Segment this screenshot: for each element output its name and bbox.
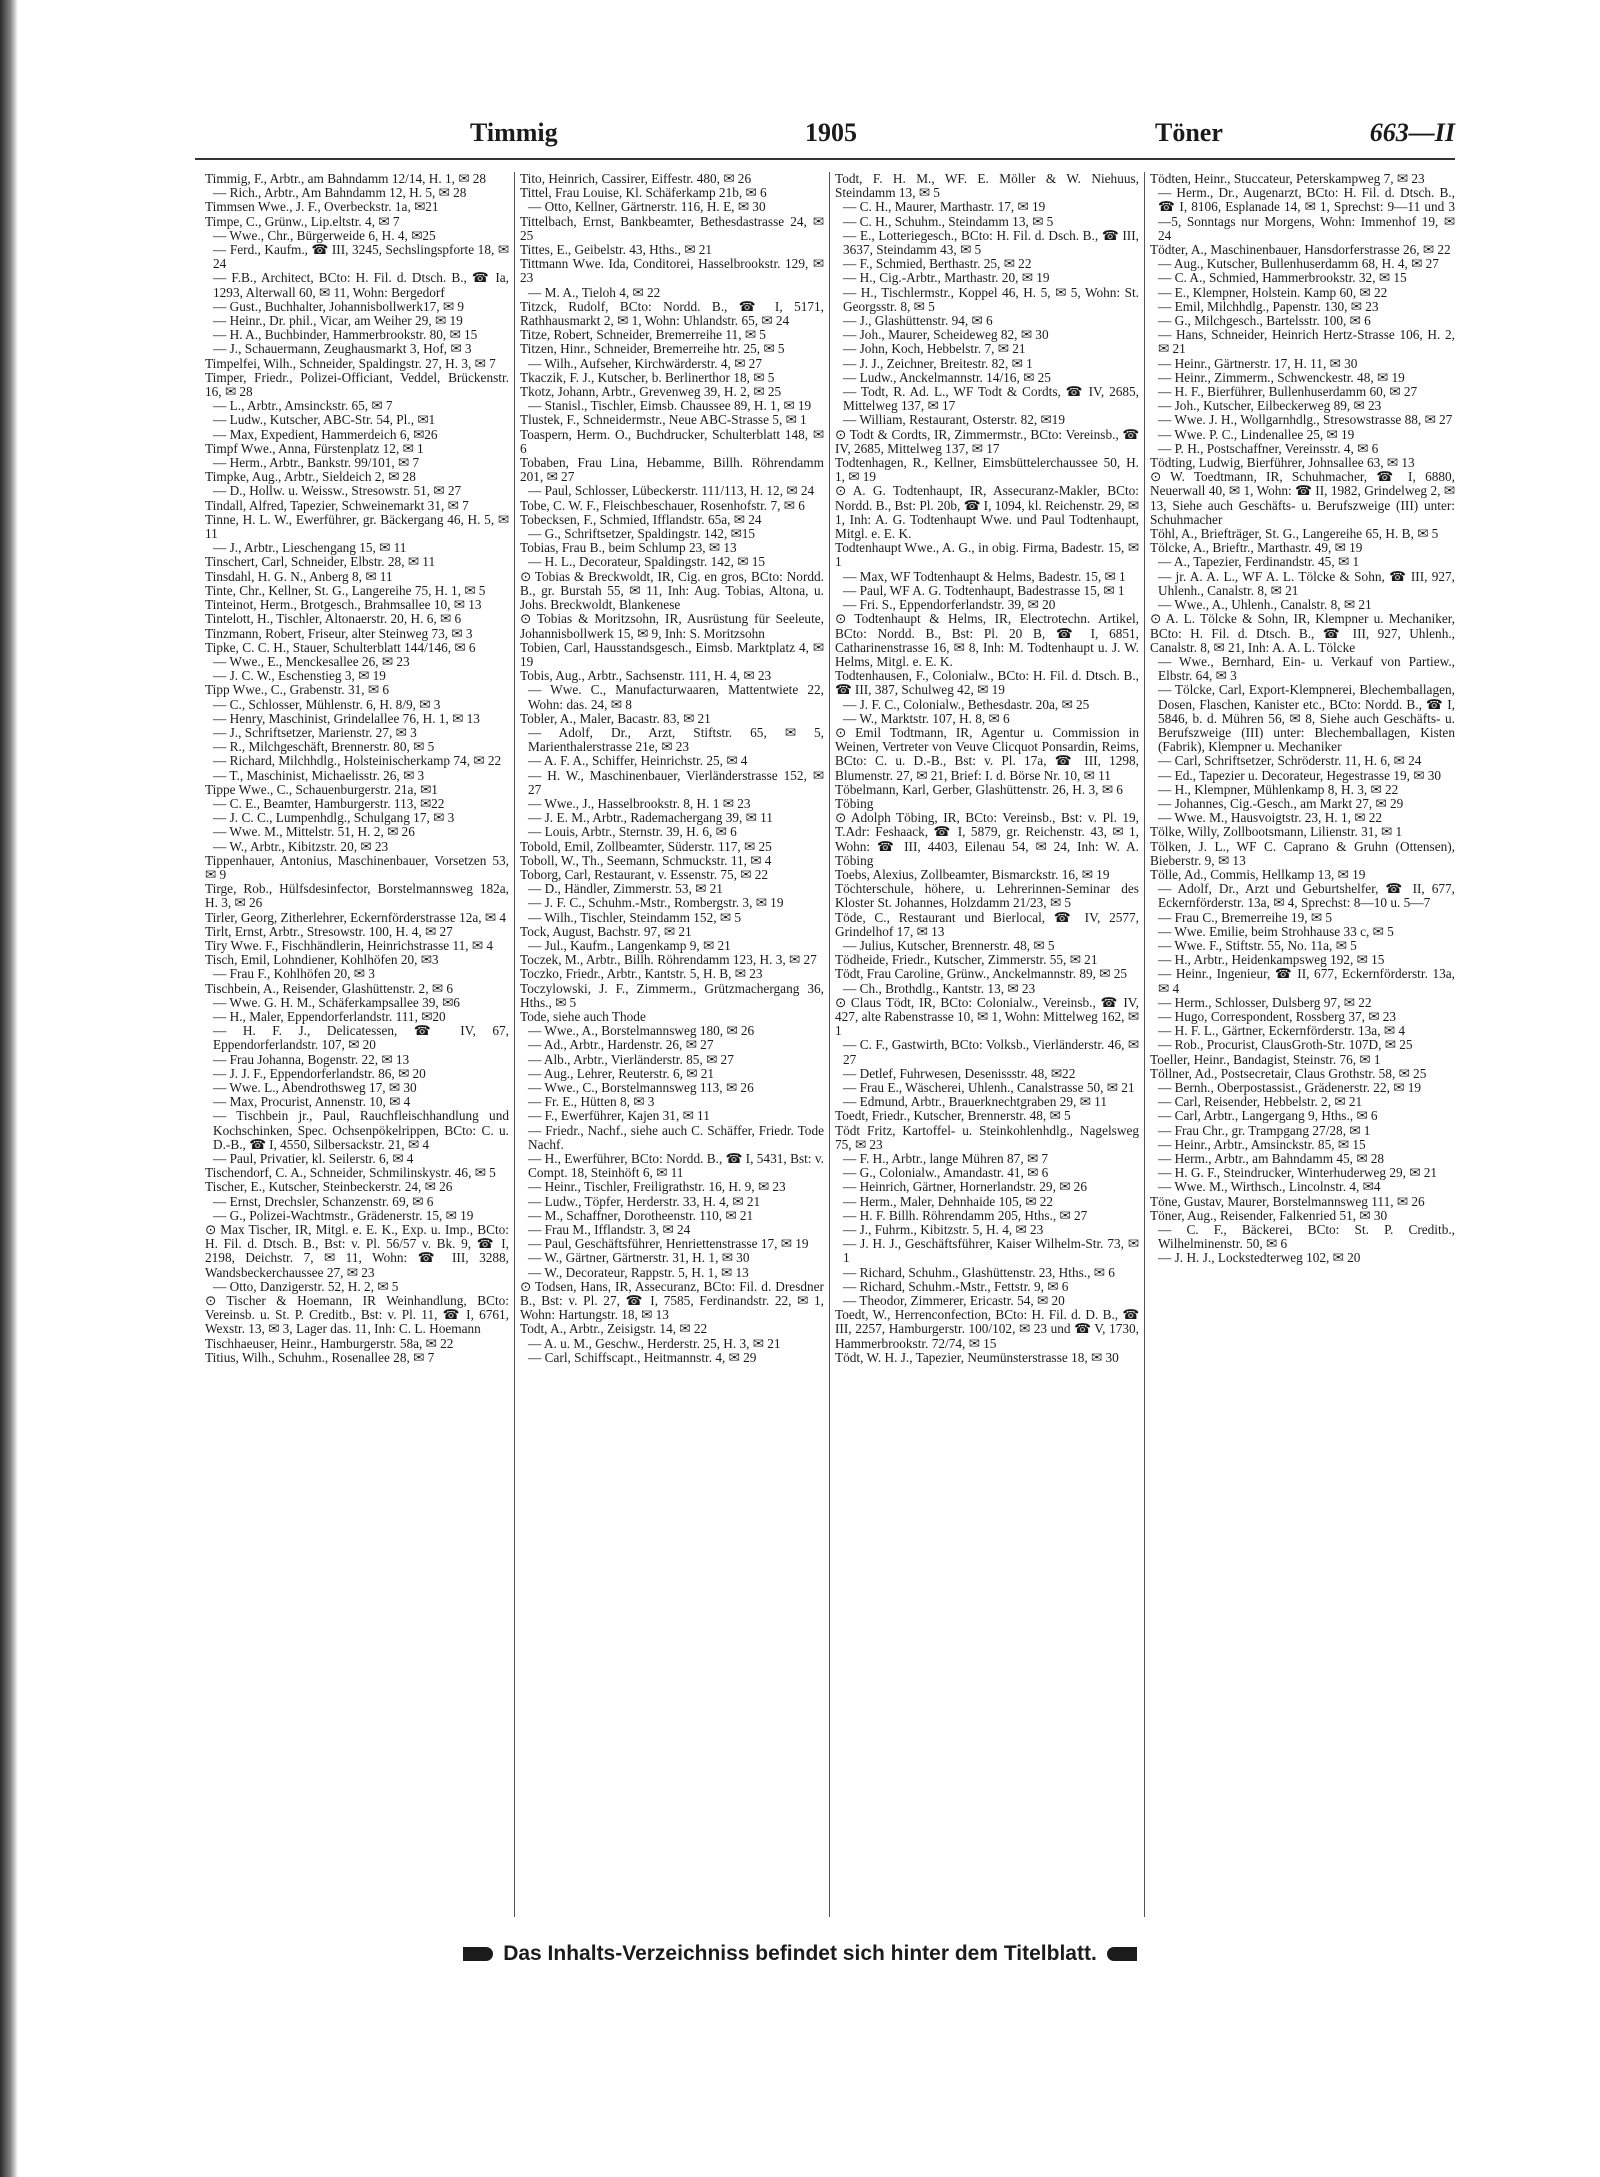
directory-entry: — Rich., Arbtr., Am Bahndamm 12, H. 5, ✉ 28 (213, 185, 467, 201)
directory-entry: — J., Fuhrm., Kibitzstr. 5, H. 4, ✉ 23 (843, 1222, 1044, 1238)
directory-entry: — W., Marktstr. 107, H. 8, ✉ 6 (843, 710, 1010, 726)
directory-entry: — G., Milchgesch., Bartelsstr. 100, ✉ 6 (1158, 313, 1371, 329)
directory-entry: — Edmund, Arbtr., Brauerknechtgraben 29, ✉ 11 (843, 1094, 1107, 1110)
directory-entry: — Wwe. J. H., Wollgarnhdlg., Stresowstrasse 88, ✉ 27 (1158, 412, 1453, 428)
directory-entry: — C. A., Schmied, Hammerbrookstr. 32, ✉ 15 (1158, 270, 1407, 286)
directory-entry: — Hans, Schneider, Heinrich Hertz-Strasse 106, H. 2, ✉ 21 (1158, 327, 1455, 357)
directory-entry: — H. G. F., Steindrucker, Winterhuderweg 29, ✉ 21 (1158, 1165, 1438, 1181)
directory-entry: — Heinr., Gärtnerstr. 17, H. 11, ✉ 30 (1158, 355, 1358, 371)
directory-entry: Tittelbach, Ernst, Bankbeamter, Bethesdastrasse 24, ✉ 25 (520, 213, 824, 243)
directory-entry: Toborg, Carl, Restaurant, v. Essenstr. 75, ✉ 22 (520, 866, 769, 882)
directory-entry: — G., Colonialw., Amandastr. 41, ✉ 6 (843, 1165, 1049, 1181)
directory-entry: — Heinr., Ingenieur, ☎ II, 677, Eckernförderstr. 13a, ✉ 4 (1158, 966, 1455, 996)
directory-entry: — Adolf, Dr., Arzt und Geburtshelfer, ☎ II, 677, Eckernförderstr. 13a, ✉ 4, Sprechst: 8—10 u. 5—7 (1158, 881, 1455, 911)
directory-entry: — Carl, Schiffscapt., Heitmannstr. 4, ✉ 29 (528, 1349, 757, 1365)
directory-entry: — Paul, Schlosser, Lübeckerstr. 111/113, H. 12, ✉ 24 (528, 483, 815, 499)
directory-entry: Tobien, Carl, Hausstandsgesch., Eimsb. Marktplatz 4, ✉ 19 (520, 639, 824, 669)
directory-entry: — R., Milchgeschäft, Brennerstr. 80, ✉ 5 (213, 739, 435, 755)
directory-entry: — Heinr., Zimmerm., Schwenckestr. 48, ✉ 19 (1158, 369, 1405, 385)
directory-entry: Tischbein, A., Reisender, Glashüttenstr. 2, ✉ 6 (205, 980, 453, 996)
directory-entry: ⊙ Tobias & Moritzsohn, IR, Ausrüstung für Seeleute, Johannisbollwerk 15, ✉ 9, Inh: S. Moritzsohn (520, 611, 824, 641)
directory-entry: — F. H., Arbtr., lange Mühren 87, ✉ 7 (843, 1151, 1049, 1167)
directory-entry: — Gust., Buchhalter, Johannisbollwerk17, ✉ 9 (213, 298, 465, 314)
directory-entry: Tode, siehe auch Thode (520, 1008, 646, 1024)
header-page-number: 663—II (1369, 118, 1455, 147)
column-2 (515, 172, 830, 1917)
directory-entry: — Ad., Arbtr., Hardenstr. 26, ✉ 27 (528, 1037, 714, 1053)
directory-entry: — Carl, Reisender, Hebbelstr. 2, ✉ 21 (1158, 1094, 1363, 1110)
directory-entry: Todt, F. H. M., WF. E. Möller & W. Niehuus, Steindamm 13, ✉ 5 (835, 172, 1139, 201)
directory-entry: — Wwe. M., Hausvoigtstr. 23, H. 1, ✉ 22 (1158, 810, 1383, 826)
directory-entry: Tölcke, A., Brieftr., Marthastr. 49, ✉ 19 (1150, 540, 1363, 556)
directory-entry: — Louis, Arbtr., Sternstr. 39, H. 6, ✉ 6 (528, 824, 737, 840)
directory-entry: — H. F., Bierführer, Bullenhuserdamm 60, ✉ 27 (1158, 384, 1418, 400)
directory-entry: — P. H., Postschaffner, Vereinsstr. 4, ✉ 6 (1158, 440, 1379, 456)
directory-entry: — H. L., Decorateur, Spaldingstr. 142, ✉ 15 (528, 554, 765, 570)
directory-entry: — W., Decorateur, Rappstr. 5, H. 1, ✉ 13 (528, 1264, 749, 1280)
directory-entry: Tödheide, Friedr., Kutscher, Zimmerstr. 55, ✉ 21 (835, 952, 1098, 968)
directory-entry: Timmig, F., Arbtr., am Bahndamm 12/14, H. 1, ✉ 28 (205, 172, 487, 186)
pointing-hand-icon (463, 1947, 493, 1961)
directory-entry: Tischhaeuser, Heinr., Hamburgerstr. 58a, ✉ 22 (205, 1335, 454, 1351)
directory-entry: Timper, Friedr., Polizei-Officiant, Veddel, Brückenstr. 16, ✉ 28 (205, 369, 509, 400)
directory-entry: Todtenhausen, F., Colonialw., BCto: H. Fil. d. Dtsch. B., ☎ III, 387, Schulweg 42, ✉ 19 (835, 668, 1139, 698)
directory-entry: — William, Restaurant, Osterstr. 82, ✉19 (843, 412, 1065, 428)
directory-entry: — Wwe., Chr., Bürgerweide 6, H. 4, ✉25 (213, 227, 436, 243)
directory-entry: Tinteinot, Herm., Brotgesch., Brahmsallee 10, ✉ 13 (205, 597, 482, 613)
pointing-hand-icon (1107, 1947, 1137, 1961)
directory-entry: — Theodor, Zimmerer, Ericastr. 54, ✉ 20 (843, 1293, 1065, 1309)
directory-entry: Tkaczik, F. J., Kutscher, b. Berlinerthor 18, ✉ 5 (520, 369, 775, 385)
directory-entry: — Emil, Milchhdlg., Papenstr. 130, ✉ 23 (1158, 298, 1379, 314)
directory-entry: — J. F. C., Schuhm.-Mstr., Rombergstr. 3, ✉ 19 (528, 895, 784, 911)
directory-entry: — Stanisl., Tischler, Eimsb. Chaussee 89, H. 1, ✉ 19 (528, 398, 812, 414)
directory-entry: — H. A., Buchbinder, Hammerbrookstr. 80, ✉ 15 (213, 327, 478, 343)
directory-entry: — A., Tapezier, Ferdinandstr. 45, ✉ 1 (1158, 554, 1360, 570)
directory-entry: — Aug., Lehrer, Reuterstr. 6, ✉ 21 (528, 1065, 715, 1081)
directory-entry: — Ch., Brothdlg., Kantstr. 13, ✉ 23 (843, 980, 1036, 996)
directory-entry: — C. E., Beamter, Hamburgerstr. 113, ✉22 (213, 795, 445, 811)
directory-entry: Tintelott, H., Tischler, Altonaerstr. 20, H. 6, ✉ 6 (205, 611, 462, 627)
directory-entry: — A. F. A., Schiffer, Heinrichstr. 25, ✉ 4 (528, 753, 748, 769)
directory-entry: Tipp Wwe., C., Grabenstr. 31, ✉ 6 (205, 682, 390, 698)
directory-entry: ⊙ Tischer & Hoemann, IR Weinhandlung, BCto: Vereinsb. u. St. P. Creditb., Bst: v. Pl. 11, ☎ I, 6761, Wexstr. 13, ✉ 3, Lager das. 11, Inh: C. L. Hoemann (205, 1293, 509, 1337)
directory-entry: — Hugo, Correspondent, Rossberg 37, ✉ 23 (1158, 1008, 1397, 1024)
directory-entry: — Tischbein jr., Paul, Rauchfleischhandlung und Kochschinken, Spec. Ochsenpökelrippen, BCto: C. u. D.-B., ☎ I, 4550, Silbersackstr. 21, ✉ 4 (213, 1108, 509, 1152)
directory-entry: — E., Klempner, Holstein. Kamp 60, ✉ 22 (1158, 284, 1388, 300)
directory-entry: — J. H. J., Lockstedterweg 102, ✉ 20 (1158, 1250, 1361, 1266)
directory-entry: Tischendorf, C. A., Schneider, Schmilinskystr. 46, ✉ 5 (205, 1165, 496, 1181)
directory-entry: ⊙ Emil Todtmann, IR, Agentur u. Commission in Weinen, Vertreter von Veuve Clicquot Ponsardin, Reims, BCto: C. u. D.-B., Bst: v. Pl. 17a, ☎ III, 1298, Blumenstr. 27, ✉ 21, Brief: I. d. Börse Nr. 10, ✉ 11 (835, 724, 1139, 783)
directory-entry: Tittel, Frau Louise, Kl. Schäferkamp 21b, ✉ 6 (520, 185, 767, 201)
directory-entry: Tödt Fritz, Kartoffel- u. Steinkohlenhdlg., Nagelsweg 75, ✉ 23 (835, 1122, 1139, 1152)
directory-entry: — Frau M., Ifflandstr. 3, ✉ 24 (528, 1222, 691, 1238)
directory-entry: — C. F., Bäckerei, BCto: St. P. Creditb., Wilhelminenstr. 50, ✉ 6 (1158, 1222, 1455, 1252)
directory-entry: Tobold, Emil, Zollbeamter, Süderstr. 117, ✉ 25 (520, 838, 772, 854)
directory-entry: — D., Händler, Zimmerstr. 53, ✉ 21 (528, 881, 723, 897)
entry-columns (200, 172, 1460, 1917)
directory-entry: Tödt, Frau Caroline, Grünw., Anckelmannstr. 89, ✉ 25 (835, 966, 1128, 982)
directory-entry: — W., Arbtr., Kibitzstr. 20, ✉ 23 (213, 838, 389, 854)
directory-entry: — Frau F., Kohlhöfen 20, ✉ 3 (213, 966, 375, 982)
directory-entry: — Frau C., Bremerreihe 19, ✉ 5 (1158, 909, 1332, 925)
directory-entry: — Wwe. C., Manufacturwaaren, Mattentwiete 22, Wohn: das. 24, ✉ 8 (528, 682, 824, 712)
directory-entry: Titzck, Rudolf, BCto: Nordd. B., ☎ I, 5171, Rathhausmarkt 2, ✉ 1, Wohn: Uhlandstr. 65, ✉ 24 (520, 298, 824, 329)
directory-entry: — Frau Chr., gr. Trampgang 27/28, ✉ 1 (1158, 1122, 1371, 1138)
directory-entry: Tinsdahl, H. G. N., Anberg 8, ✉ 11 (205, 568, 393, 584)
directory-entry: ⊙ Claus Tödt, IR, BCto: Colonialw., Vereinsb., ☎ IV, 427, alte Rabenstrasse 10, ✉ 1, Wohn: Mittelweg 162, ✉ 1 (835, 994, 1139, 1039)
directory-entry: — T., Maschinist, Michaelisstr. 26, ✉ 3 (213, 767, 425, 783)
directory-entry: Tölken, J. L., WF C. Caprano & Gruhn (Ottensen), Bieberstr. 9, ✉ 13 (1150, 838, 1455, 868)
directory-entry: — Henry, Maschinist, Grindelallee 76, H. 1, ✉ 13 (213, 710, 480, 726)
directory-entry: Todtenhaupt Wwe., A. G., in obig. Firma, Badestr. 15, ✉ 1 (835, 540, 1139, 570)
directory-entry: — Otto, Danzigerstr. 52, H. 2, ✉ 5 (213, 1278, 399, 1294)
directory-entry: — Wilh., Aufseher, Kirchwärderstr. 4, ✉ 27 (528, 355, 762, 371)
directory-entry: — Wwe., J., Hasselbrookstr. 8, H. 1 ✉ 23 (528, 795, 751, 811)
directory-entry: — L., Arbtr., Amsinckstr. 65, ✉ 7 (213, 398, 393, 414)
directory-entry: ⊙ Todt & Cordts, IR, Zimmermstr., BCto: Vereinsb., ☎ IV, 2685, Mittelweg 137, ✉ 17 (835, 426, 1139, 456)
directory-entry: — Jul., Kaufm., Langenkamp 9, ✉ 21 (528, 937, 731, 953)
directory-entry: Tödten, Heinr., Stuccateur, Peterskampweg 7, ✉ 23 (1150, 172, 1425, 186)
directory-entry: Toeller, Heinr., Bandagist, Steinstr. 76, ✉ 1 (1150, 1051, 1381, 1067)
directory-entry: Tobler, A., Maler, Bacastr. 83, ✉ 21 (520, 710, 711, 726)
directory-entry: — Ludw., Anckelmannstr. 14/16, ✉ 25 (843, 369, 1051, 385)
directory-entry: — J. J. F., Eppendorferlandstr. 86, ✉ 20 (213, 1065, 426, 1081)
directory-entry: Tiry Wwe. F., Fischhändlerin, Heinrichstrasse 11, ✉ 4 (205, 937, 494, 953)
directory-entry: — Wwe., A., Uhlenh., Canalstr. 8, ✉ 21 (1158, 597, 1372, 613)
directory-entry: — H. F. L., Gärtner, Eckernförderstr. 13a, ✉ 4 (1158, 1023, 1405, 1039)
directory-entry: Tipke, C. C. H., Stauer, Schulterblatt 144/146, ✉ 6 (205, 639, 476, 655)
directory-entry: Töbelmann, Karl, Gerber, Glashüttenstr. 26, H. 3, ✉ 6 (835, 781, 1123, 797)
directory-entry: — Wwe., A., Borstelmannsweg 180, ✉ 26 (528, 1023, 755, 1039)
directory-entry: ⊙ Todsen, Hans, IR, Assecuranz, BCto: Fil. d. Dresdner B., Bst: v. Pl. 27, ☎ I, 7585, Ferdinandstr. 22, ✉ 1, Wohn: Hartungstr. 18, ✉ 13 (520, 1278, 824, 1323)
directory-entry: — W., Gärtner, Gärtnerstr. 31, H. 1, ✉ 30 (528, 1250, 750, 1266)
directory-entry: Tippenhauer, Antonius, Maschinenbauer, Vorsetzen 53, ✉ 9 (205, 852, 509, 882)
directory-entry: — H. F. J., Delicatessen, ☎ IV, 67, Eppendorferlandstr. 107, ✉ 20 (213, 1023, 509, 1053)
directory-entry: — Ferd., Kaufm., ☎ III, 3245, Sechslingspforte 18, ✉ 24 (213, 242, 509, 272)
directory-entry: — H. W., Maschinenbauer, Vierländerstrasse 152, ✉ 27 (528, 767, 824, 797)
directory-entry: — John, Koch, Hebbelstr. 7, ✉ 21 (843, 341, 1026, 357)
directory-entry: — Richard, Schuhm.-Mstr., Fettstr. 9, ✉ 6 (843, 1278, 1069, 1294)
directory-entry: Tittmann Wwe. Ida, Conditorei, Hasselbrookstr. 129, ✉ 23 (520, 256, 824, 286)
directory-entry: ⊙ Tobias & Breckwoldt, IR, Cig. en gros, BCto: Nordd. B., gr. Burstah 55, ✉ 11, Inh: Aug. Tobias, Altona, u. Johs. Breckwoldt, Blankenese (520, 568, 824, 613)
directory-entry: — Richard, Schuhm., Glashüttenstr. 23, Hths., ✉ 6 (843, 1264, 1115, 1280)
directory-entry: — J. H. J., Geschäftsführer, Kaiser Wilhelm-Str. 73, ✉ 1 (843, 1236, 1139, 1266)
directory-entry: — J., Glashüttenstr. 94, ✉ 6 (843, 313, 993, 329)
directory-entry: — H., Tischlermstr., Koppel 46, H. 5, ✉ 5, Wohn: St. Georgsstr. 8, ✉ 5 (843, 284, 1139, 314)
directory-entry: — Max, WF Todtenhaupt & Helms, Badestr. 15, ✉ 1 (843, 568, 1126, 584)
directory-entry: — H., Ewerführer, BCto: Nordd. B., ☎ I, 5431, Bst: v. Compt. 18, Steinhöft 6, ✉ 11 (528, 1151, 824, 1181)
directory-entry: — H., Cig.-Arbtr., Marthastr. 20, ✉ 19 (843, 270, 1050, 286)
directory-entry: — Friedr., Nachf., siehe auch C. Schäffer, Friedr. Tode Nachf. (528, 1122, 824, 1152)
directory-entry: — Tölcke, Carl, Export-Klempnerei, Blechemballagen, Dosen, Flaschen, Kanister etc., BCto: Nordd. B., ☎ I, 5846, b. d. Mühren 56, ✉ 8, Siehe auch Geschäfts- u. Berufszweige (III) unter: Blechemballagen, Kisten (Fabrik), Klempner u. Mechaniker (1158, 682, 1455, 755)
directory-entry: — Wwe. M., Mittelstr. 51, H. 2, ✉ 26 (213, 824, 415, 840)
directory-entry: — Todt, R. Ad. L., WF Todt & Cordts, ☎ IV, 2685, Mittelweg 137, ✉ 17 (843, 384, 1139, 414)
directory-entry: Tobecksen, F., Schmied, Ifflandstr. 65a, ✉ 24 (520, 511, 762, 527)
directory-entry: Timpf Wwe., Anna, Fürstenplatz 12, ✉ 1 (205, 440, 424, 456)
directory-entry: — Heinr., Tischler, Freiligrathstr. 16, H. 9, ✉ 23 (528, 1179, 786, 1195)
directory-entry: — M. A., Tieloh 4, ✉ 22 (528, 284, 661, 300)
directory-entry: Tölke, Willy, Zollbootsmann, Lilienstr. 31, ✉ 1 (1150, 824, 1403, 840)
directory-entry: Toaspern, Herm. O., Buchdrucker, Schulterblatt 148, ✉ 6 (520, 426, 824, 456)
directory-entry: — Heinr., Dr. phil., Vicar, am Weiher 29, ✉ 19 (213, 313, 463, 329)
directory-entry: — Fri. S., Eppendorferlandstr. 39, ✉ 20 (843, 597, 1056, 613)
directory-entry: — Aug., Kutscher, Bullenhuserdamm 68, H. 4, ✉ 27 (1158, 256, 1439, 272)
directory-entry: — E., Lotteriegesch., BCto: H. Fil. d. Dsch. B., ☎ III, 3637, Steindamm 43, ✉ 5 (843, 227, 1139, 258)
directory-entry: — Wwe. F., Stiftstr. 55, No. 11a, ✉ 5 (1158, 937, 1357, 953)
directory-entry: — F.B., Architect, BCto: H. Fil. d. Dtsch. B., ☎ Ia, 1293, Alterwall 60, ✉ 11, Wohn: Bergedorf (213, 270, 509, 300)
directory-entry: — Herm., Schlosser, Dulsberg 97, ✉ 22 (1158, 994, 1372, 1010)
directory-entry: — H., Klempner, Mühlenkamp 8, H. 3, ✉ 22 (1158, 781, 1399, 797)
directory-entry: ⊙ Todtenhaupt & Helms, IR, Electrotechn. Artikel, BCto: Nordd. B., Bst: Pl. 20 B, ☎ I, 6851, Catharinenstrasse 16, ✉ 8, Inh: M. Todtenhaupt u. J. W. Helms, Mitgl. e. E. K. (835, 611, 1139, 669)
directory-entry: Tock, August, Bachstr. 97, ✉ 21 (520, 923, 692, 939)
directory-entry: Toczek, M., Arbtr., Billh. Röhrendamm 123, H. 3, ✉ 27 (520, 952, 817, 968)
directory-entry: — Carl, Schriftsetzer, Schröderstr. 11, H. 6, ✉ 24 (1158, 753, 1422, 769)
header-first-name: Timmig (470, 118, 558, 147)
directory-entry: — Paul, Privatier, kl. Seilerstr. 6, ✉ 4 (213, 1151, 414, 1167)
directory-entry: Tindall, Alfred, Tapezier, Schweinemarkt 31, ✉ 7 (205, 497, 469, 513)
directory-entry: Töne, Gustav, Maurer, Borstelmannsweg 111, ✉ 26 (1150, 1193, 1425, 1209)
directory-entry: Tinzmann, Robert, Friseur, alter Steinweg 73, ✉ 3 (205, 625, 473, 641)
directory-entry: Timpelfei, Wilh., Schneider, Spaldingstr. 27, H. 3, ✉ 7 (205, 355, 496, 371)
directory-entry: — J., Schauermann, Zeughausmarkt 3, Hof, ✉ 3 (213, 341, 472, 357)
directory-entry: — Wwe., Bernhard, Ein- u. Verkauf von Partiew., Elbstr. 64, ✉ 3 (1158, 653, 1455, 684)
directory-entry: — Paul, WF A. G. Todtenhaupt, Badestrasse 15, ✉ 1 (843, 582, 1125, 598)
directory-entry: ⊙ A. G. Todtenhaupt, IR, Assecuranz-Makler, BCto: Nordd. B., Bst: Pl. 20b, ☎ I, 1094, kl. Reichenstr. 29, ✉ 1, Inh: A. G. Todtenhaupt Wwe. und Paul Todtenhaupt, Mitgl. e. E. K. (835, 483, 1139, 542)
directory-entry: Töde, C., Restaurant und Bierlocal, ☎ IV, 2577, Grindelhof 17, ✉ 13 (835, 909, 1139, 939)
directory-entry: Tölle, Ad., Commis, Hellkamp 13, ✉ 19 (1150, 866, 1366, 882)
directory-entry: — Frau E., Wäscherei, Uhlenh., Canalstrasse 50, ✉ 21 (843, 1080, 1135, 1095)
header-last-name: Töner (1155, 118, 1223, 147)
header-year: 1905 (805, 118, 857, 147)
directory-entry: Toebs, Alexius, Zollbeamter, Bismarckstr. 16, ✉ 19 (835, 866, 1110, 882)
directory-entry: Todtenhagen, R., Kellner, Eimsbüttelerchaussee 50, H. 1, ✉ 19 (835, 455, 1139, 485)
directory-entry: Todt, A., Arbtr., Zeisigstr. 14, ✉ 22 (520, 1321, 708, 1337)
column-3 (830, 172, 1145, 1917)
directory-entry: Timpe, C., Grünw., Lip.eltstr. 4, ✉ 7 (205, 213, 400, 229)
directory-entry: — Ludw., Töpfer, Herderstr. 33, H. 4, ✉ 21 (528, 1193, 761, 1209)
directory-entry: — Ludw., Kutscher, ABC-Str. 54, Pl., ✉1 (213, 412, 436, 428)
directory-entry: — Ernst, Drechsler, Schanzenstr. 69, ✉ 6 (213, 1193, 434, 1209)
directory-entry: Tobe, C. W. F., Fleischbeschauer, Rosenhofstr. 7, ✉ 6 (520, 497, 805, 513)
directory-entry: — M., Schaffner, Dorotheenstr. 110, ✉ 21 (528, 1207, 754, 1223)
directory-entry: — Fr. E., Hütten 8, ✉ 3 (528, 1094, 655, 1110)
directory-entry: — Wwe. Emilie, beim Strohhause 33 c, ✉ 5 (1158, 923, 1394, 939)
directory-entry: Töllner, Ad., Postsecretair, Claus Grothstr. 58, ✉ 25 (1150, 1065, 1427, 1081)
directory-entry: Timmsen Wwe., J. F., Overbeckstr. 1a, ✉21 (205, 199, 439, 215)
directory-entry: ⊙ Max Tischer, IR, Mitgl. e. E. K., Exp. u. Imp., BCto: H. Fil. d. Dtsch. B., Bst: v. Pl. 56/57 v. Bk. 9, ☎ I, 2198, Deichstr. 7, ✉ 11, Wohn: ☎ III, 3288, Wandsbeckerchaussee 27, ✉ 23 (205, 1222, 509, 1280)
directory-entry: — J. C. C., Lumpenhdlg., Schulgang 17, ✉ 3 (213, 810, 455, 826)
directory-entry: — H. F. Billh. Röhrendamm 205, Hths., ✉ 27 (843, 1207, 1088, 1223)
directory-entry: Töbing (835, 795, 874, 811)
directory-entry: Timpke, Aug., Arbtr., Sieldeich 2, ✉ 28 (205, 469, 416, 485)
directory-entry: ⊙ Adolph Töbing, IR, BCto: Vereinsb., Bst: v. Pl. 19, T.Adr: Feshaack, ☎ I, 5879, gr. Reichenstr. 43, ✉ 1, Wohn: ☎ III, 4403, Eilenau 54, ✉ 24, Inh: W. A. Töbing (835, 810, 1139, 868)
directory-entry: — Bernh., Oberpostassist., Grädenerstr. 22, ✉ 19 (1158, 1080, 1422, 1095)
directory-entry: — Richard, Milchhdlg., Holsteinischerkamp 74, ✉ 22 (213, 753, 502, 769)
directory-entry: — J. F. C., Colonialw., Bethesdastr. 20a, ✉ 25 (843, 696, 1090, 712)
directory-entry: Tödt, W. H. J., Tapezier, Neumünsterstrasse 18, ✉ 30 (835, 1349, 1119, 1365)
directory-entry: — J., Schriftsetzer, Marienstr. 27, ✉ 3 (213, 724, 417, 740)
header-rule (195, 158, 1455, 160)
directory-entry: — Max, Expedient, Hammerdeich 6, ✉26 (213, 426, 438, 442)
directory-entry: — Paul, Geschäftsführer, Henriettenstrasse 17, ✉ 19 (528, 1236, 809, 1252)
directory-entry: Toczko, Friedr., Arbtr., Kantstr. 5, H. B, ✉ 23 (520, 966, 763, 982)
directory-entry: — J., Arbtr., Lieschengang 15, ✉ 11 (213, 540, 407, 556)
directory-entry: ⊙ W. Toedtmann, IR, Schuhmacher, ☎ I, 6880, Neuerwall 40, ✉ 1, Wohn: ☎ II, 1982, Grindelweg 2, ✉ 13, Siehe auch Geschäfts- u. Berufszweige (III) unter: Schuhmacher (1150, 469, 1455, 527)
directory-entry: — Herm., Arbtr., Bankstr. 99/101, ✉ 7 (213, 455, 420, 471)
directory-entry: — Adolf, Dr., Arzt, Stiftstr. 65, ✉ 5, Marienthalerstrasse 21e, ✉ 23 (528, 724, 824, 755)
directory-entry: — Ed., Tapezier u. Decorateur, Hegestrasse 19, ✉ 30 (1158, 767, 1442, 783)
directory-entry: — Herm., Dr., Augenarzt, BCto: H. Fil. d. Dtsch. B., ☎ I, 8106, Esplanade 14, ✉ 1, Sprechst: 9—11 und 3—5, Sonntags nur Morgens, Wohn: Immenhof 19, ✉ 24 (1158, 185, 1455, 243)
directory-entry: — C. H., Maurer, Marthastr. 17, ✉ 19 (843, 199, 1046, 215)
directory-entry: Tobias, Frau B., beim Schlump 23, ✉ 13 (520, 540, 737, 556)
directory-entry: Töhl, A., Briefträger, St. G., Langereihe 65, H. B, ✉ 5 (1150, 526, 1439, 542)
directory-entry: Tirge, Rob., Hülfsdesinfector, Borstelmannsweg 182a, H. 3, ✉ 26 (205, 881, 509, 911)
column-1 (200, 172, 515, 1917)
directory-entry: — Heinr., Arbtr., Amsinckstr. 85, ✉ 15 (1158, 1136, 1366, 1152)
directory-entry: — Joh., Kutscher, Eilbeckerweg 89, ✉ 23 (1158, 398, 1382, 414)
directory-entry: Tippe Wwe., C., Schauenburgerstr. 21a, ✉1 (205, 781, 438, 797)
directory-entry: — jr. A. A. L., WF A. L. Tölcke & Sohn, ☎ III, 927, Uhlenh., Canalstr. 8, ✉ 21 (1158, 568, 1455, 598)
directory-entry: — H., Maler, Eppendorferlandstr. 111, ✉20 (213, 1008, 446, 1024)
directory-entry: Toedt, W., Herrenconfection, BCto: H. Fil. d. D. B., ☎ III, 2257, Hamburgerstr. 100/102, ✉ 23 und ☎ V, 1730, Hammerbrookstr. 72/74, ✉ 15 (835, 1307, 1139, 1351)
directory-entry: Tisch, Emil, Lohndiener, Kohlhöfen 20, ✉3 (205, 952, 439, 968)
directory-entry: — H., Arbtr., Heidenkampsweg 192, ✉ 15 (1158, 952, 1385, 968)
directory-entry: — C. H., Schuhm., Steindamm 13, ✉ 5 (843, 213, 1054, 229)
directory-entry: — F., Ewerführer, Kajen 31, ✉ 11 (528, 1108, 710, 1124)
directory-entry: — Wwe., E., Menckesallee 26, ✉ 23 (213, 653, 410, 669)
directory-entry: Titzen, Hinr., Schneider, Bremerreihe htr. 25, ✉ 5 (520, 341, 785, 357)
directory-entry: Titze, Robert, Schneider, Bremerreihe 11, ✉ 5 (520, 327, 766, 343)
directory-entry: Toboll, W., Th., Seemann, Schmuckstr. 11, ✉ 4 (520, 852, 772, 868)
directory-entry: Toedt, Friedr., Kutscher, Brennerstr. 48, ✉ 5 (835, 1108, 1071, 1124)
directory-entry: — Wwe. G. H. M., Schäferkampsallee 39, ✉6 (213, 994, 460, 1010)
directory-entry: Tobis, Aug., Arbtr., Sachsenstr. 111, H. 4, ✉ 23 (520, 668, 772, 684)
directory-entry: Tirlt, Ernst, Arbtr., Stresowstr. 100, H. 4, ✉ 27 (205, 923, 453, 939)
directory-entry: Tkotz, Johann, Arbtr., Grevenweg 39, H. 2, ✉ 25 (520, 384, 782, 400)
directory-entry: — Alb., Arbtr., Vierländerstr. 85, ✉ 27 (528, 1051, 734, 1067)
directory-entry: Tirler, Georg, Zitherlehrer, Eckernförderstrasse 12a, ✉ 4 (205, 909, 507, 925)
directory-entry: — Wwe. L., Abendrothsweg 17, ✉ 30 (213, 1080, 417, 1095)
directory-entry: — J. J., Zeichner, Breitestr. 82, ✉ 1 (843, 355, 1033, 371)
directory-entry: — C., Schlosser, Mühlenstr. 6, H. 8/9, ✉ 3 (213, 696, 441, 712)
directory-entry: ⊙ A. L. Tölcke & Sohn, IR, Klempner u. Mechaniker, BCto: H. Fil. d. Dtsch. B., ☎ III, 927, Uhlenh., Canalstr. 8, ✉ 21, Inh: A. A. L. Tölcke (1150, 611, 1455, 655)
directory-entry: — Carl, Arbtr., Langergang 9, Hths., ✉ 6 (1158, 1108, 1378, 1124)
directory-entry: — Wwe., C., Borstelmannsweg 113, ✉ 26 (528, 1080, 754, 1095)
directory-entry: — Herm., Arbtr., am Bahndamm 45, ✉ 28 (1158, 1151, 1385, 1167)
directory-entry: — Rob., Procurist, ClausGroth-Str. 107D, ✉ 25 (1158, 1037, 1413, 1053)
directory-entry: — G., Schriftsetzer, Spaldingstr. 142, ✉15 (528, 526, 756, 542)
directory-entry: — Detlef, Fuhrwesen, Desenissstr. 48, ✉22 (843, 1065, 1076, 1081)
directory-entry: — J. E. M., Arbtr., Rademachergang 39, ✉ 11 (528, 810, 773, 826)
directory-entry: — Johannes, Cig.-Gesch., am Markt 27, ✉ 29 (1158, 795, 1404, 811)
directory-entry: Tito, Heinrich, Cassirer, Eiffestr. 480, ✉ 26 (520, 172, 752, 186)
directory-entry: — Otto, Kellner, Gärtnerstr. 116, H. E, ✉ 30 (528, 199, 766, 215)
directory-entry: — D., Hollw. u. Weissw., Stresowstr. 51, ✉ 27 (213, 483, 462, 499)
directory-entry: — A. u. M., Geschw., Herderstr. 25, H. 3, ✉ 21 (528, 1335, 781, 1351)
directory-entry: — Heinrich, Gärtner, Hornerlandstr. 29, ✉ 26 (843, 1179, 1087, 1195)
directory-entry: Tlustek, F., Schneidermstr., Neue ABC-Strasse 5, ✉ 1 (520, 412, 807, 428)
directory-entry: Tinne, H. L. W., Ewerführer, gr. Bäckergang 46, H. 5, ✉ 11 (205, 511, 509, 542)
directory-entry: Tobaben, Frau Lina, Hebamme, Billh. Röhrendamm 201, ✉ 27 (520, 455, 824, 485)
directory-entry: Toczylowski, J. F., Zimmerm., Grützmachergang 36, Hths., ✉ 5 (520, 980, 824, 1010)
directory-entry: — Frau Johanna, Bogenstr. 22, ✉ 13 (213, 1051, 410, 1067)
page-header (195, 118, 1455, 158)
directory-entry: — F., Schmied, Berthastr. 25, ✉ 22 (843, 256, 1032, 272)
directory-entry: Tittes, E., Geibelstr. 43, Hths., ✉ 21 (520, 242, 713, 258)
column-4 (1145, 172, 1460, 1917)
directory-entry: — G., Polizei-Wachtmstr., Grädenerstr. 15, ✉ 19 (213, 1207, 474, 1223)
directory-entry: Tödter, A., Maschinenbauer, Hansdorferstrasse 26, ✉ 22 (1150, 242, 1451, 258)
directory-entry: — Wwe. M., Wirthsch., Lincolnstr. 4, ✉4 (1158, 1179, 1381, 1195)
directory-entry: — J. C. W., Eschenstieg 3, ✉ 19 (213, 668, 386, 684)
directory-entry: Tinschert, Carl, Schneider, Elbstr. 28, ✉ 11 (205, 554, 436, 570)
directory-entry: — Wwe. P. C., Lindenallee 25, ✉ 19 (1158, 426, 1355, 442)
directory-entry: Tödting, Ludwig, Bierführer, Johnsallee 63, ✉ 13 (1150, 455, 1415, 471)
directory-entry: Tischer, E., Kutscher, Steinbeckerstr. 24, ✉ 26 (205, 1179, 453, 1195)
directory-entry: Tinte, Chr., Kellner, St. G., Langereihe 75, H. 1, ✉ 5 (205, 582, 486, 598)
footer-text: Das Inhalts-Verzeichniss befindet sich hinter dem Titelblatt. (503, 1942, 1097, 1965)
directory-entry: — Joh., Maurer, Scheideweg 82, ✉ 30 (843, 327, 1049, 343)
directory-entry: — Herm., Maler, Dehnhaide 105, ✉ 22 (843, 1193, 1054, 1209)
directory-entry: Titius, Wilh., Schuhm., Rosenallee 28, ✉ 7 (205, 1349, 435, 1365)
directory-entry: — Wilh., Tischler, Steindamm 152, ✉ 5 (528, 909, 741, 925)
scan-edge (0, 0, 18, 2177)
directory-entry: — Max, Procurist, Annenstr. 10, ✉ 4 (213, 1094, 411, 1110)
directory-entry: Töchterschule, höhere, u. Lehrerinnen-Seminar des Kloster St. Johannes, Holzdamm 21/23, ✉ 5 (835, 881, 1139, 911)
directory-entry: — Julius, Kutscher, Brennerstr. 48, ✉ 5 (843, 937, 1055, 953)
footer-note (0, 1942, 1600, 1966)
directory-entry: Töner, Aug., Reisender, Falkenried 51, ✉ 30 (1150, 1207, 1388, 1223)
directory-entry: — C. F., Gastwirth, BCto: Volksb., Vierländerstr. 46, ✉ 27 (843, 1037, 1139, 1067)
